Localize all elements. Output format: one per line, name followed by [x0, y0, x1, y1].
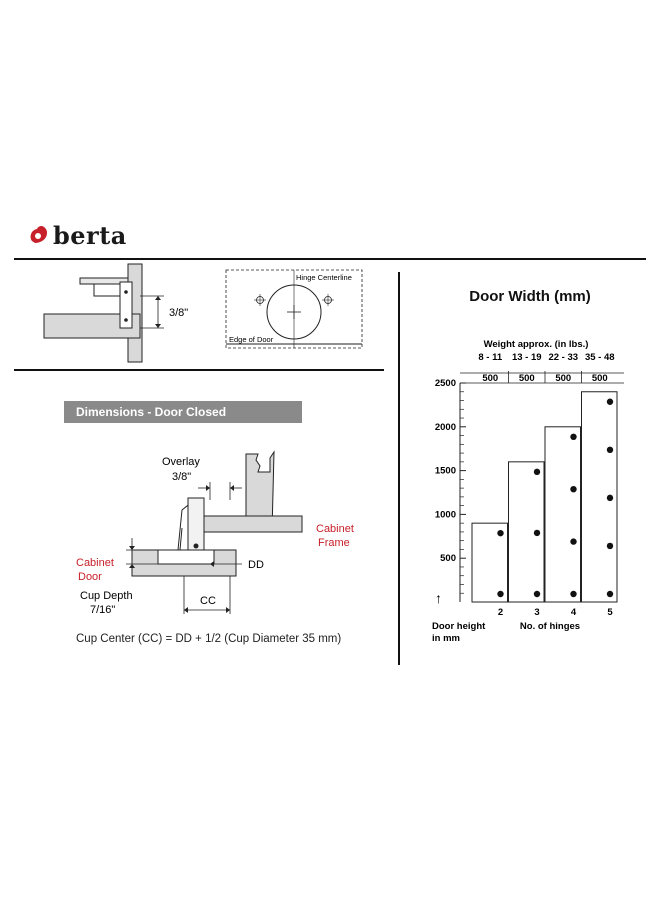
- y-tick-label: 1000: [434, 509, 456, 521]
- brand-logo: [28, 218, 127, 252]
- width-label: 500: [482, 373, 499, 384]
- hinge-dot: [534, 469, 540, 475]
- y-tick-label: 2000: [434, 421, 456, 433]
- hinge-dot: [570, 538, 576, 544]
- weight-range-label: 22 - 33: [548, 352, 579, 363]
- section-divider: [14, 369, 384, 371]
- width-label: 500: [555, 373, 572, 384]
- cup-depth-label: Cup Depth: [80, 590, 133, 602]
- x-axis-label: No. of hinges: [519, 621, 581, 632]
- hinge-dot: [607, 591, 613, 597]
- hinge-dot: [570, 591, 576, 597]
- y-axis-label-line2: in mm: [432, 633, 460, 644]
- header-divider: [14, 258, 646, 260]
- weight-range-label: 35 - 48: [584, 352, 615, 363]
- cabinet-frame-label-line2: Frame: [318, 537, 350, 549]
- hinge-side-diagram: [40, 262, 200, 366]
- y-tick-label: 1500: [434, 465, 456, 477]
- width-label: 500: [591, 373, 608, 384]
- cabinet-door-label-line1: Cabinet: [76, 557, 114, 569]
- hinge-dot: [570, 434, 576, 440]
- cabinet-frame-label-line1: Cabinet: [316, 523, 354, 535]
- hinge-dot: [607, 495, 613, 501]
- hinge-dot: [497, 591, 503, 597]
- hinge-dot: [497, 530, 503, 536]
- y-tick-label: 2500: [434, 378, 456, 389]
- hinge-dot: [534, 591, 540, 597]
- chart-title: Door Width (mm): [469, 288, 591, 305]
- hinge-dot: [534, 530, 540, 536]
- hinge-centerline-label: Hinge Centerline: [296, 273, 352, 282]
- x-tick-label: 2: [497, 607, 504, 618]
- hinge-dot: [570, 486, 576, 492]
- weight-range-label: 13 - 19: [511, 352, 542, 363]
- hinge-chart: [404, 325, 654, 650]
- overlay-label: Overlay: [162, 456, 200, 468]
- width-label: 500: [518, 373, 535, 384]
- hinge-dot: [607, 543, 613, 549]
- x-tick-label: 4: [570, 607, 577, 618]
- brand-logo-icon: [28, 224, 50, 246]
- cup-center-formula: Cup Center (CC) = DD + 1/2 (Cup Diameter 35 mm): [76, 633, 342, 645]
- overlay-value: 3/8": [172, 471, 192, 483]
- x-tick-label: 3: [534, 607, 540, 618]
- y-arrow: ↑: [435, 590, 442, 606]
- door-closed-diagram: [60, 440, 390, 630]
- cabinet-door-label-line2: Door: [78, 571, 102, 583]
- offset-label: 3/8": [169, 307, 189, 319]
- brand-name: berta: [53, 220, 127, 250]
- hinge-bar: [545, 427, 581, 602]
- y-tick-label: 500: [440, 553, 456, 565]
- cc-label: CC: [200, 595, 216, 607]
- y-axis-label-line1: Door height: [432, 621, 486, 632]
- cup-depth-value: 7/16": [90, 604, 116, 616]
- edge-of-door-label: Edge of Door: [229, 335, 274, 344]
- weight-header: Weight approx. (in lbs.): [483, 339, 589, 350]
- weight-range-label: 8 - 11: [478, 352, 503, 363]
- drill-pattern-diagram: [224, 268, 366, 352]
- hinge-dot: [607, 447, 613, 453]
- x-tick-label: 5: [607, 607, 613, 618]
- hinge-dot: [607, 399, 613, 405]
- column-divider: [398, 272, 400, 665]
- dd-label: DD: [248, 559, 264, 571]
- dimensions-banner: Dimensions - Door Closed: [64, 401, 302, 423]
